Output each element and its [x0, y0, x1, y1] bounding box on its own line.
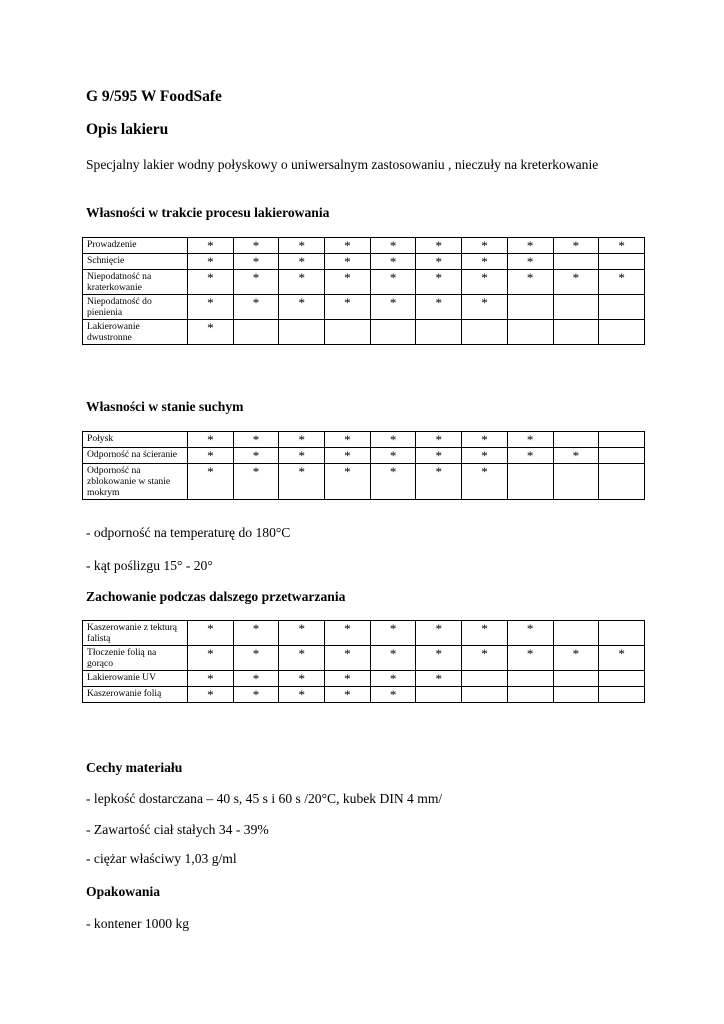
- rating-empty-cell: [416, 320, 462, 345]
- table-row: [83, 621, 645, 646]
- property-label: Kaszerowanie z tekturą falistą: [83, 621, 188, 646]
- rating-empty-cell: [599, 295, 645, 320]
- rating-star: *: [233, 448, 279, 464]
- rating-star: *: [188, 646, 234, 671]
- material-features-heading: Cechy materiału: [86, 760, 183, 775]
- rating-empty-cell: [370, 320, 416, 345]
- rating-star: *: [507, 238, 553, 254]
- property-label: Tłoczenie folią na gorąco: [83, 646, 188, 671]
- rating-star: *: [416, 671, 462, 687]
- rating-star: *: [325, 432, 371, 448]
- rating-empty-cell: [279, 320, 325, 345]
- rating-star: *: [462, 432, 508, 448]
- dry-properties-table: [82, 431, 645, 500]
- rating-star: *: [188, 238, 234, 254]
- rating-empty-cell: [553, 432, 599, 448]
- rating-star: *: [462, 646, 508, 671]
- property-label: Lakierowanie UV: [83, 671, 188, 687]
- rating-star: *: [279, 646, 325, 671]
- rating-empty-cell: [599, 432, 645, 448]
- rating-star: *: [416, 270, 462, 295]
- rating-star: *: [279, 254, 325, 270]
- property-label: Odporność na zblokowanie w stanie mokrym: [83, 464, 188, 500]
- rating-empty-cell: [599, 671, 645, 687]
- description-heading: Opis lakieru: [86, 121, 169, 138]
- rating-star: *: [416, 254, 462, 270]
- rating-star: *: [507, 432, 553, 448]
- rating-star: *: [507, 254, 553, 270]
- rating-star: *: [370, 254, 416, 270]
- rating-empty-cell: [599, 448, 645, 464]
- rating-empty-cell: [599, 254, 645, 270]
- rating-star: *: [188, 621, 234, 646]
- specific-weight-note: - ciężar właściwy 1,03 g/ml: [86, 851, 237, 866]
- rating-star: *: [370, 687, 416, 703]
- rating-star: *: [599, 238, 645, 254]
- rating-star: *: [370, 621, 416, 646]
- table-row: [83, 320, 645, 345]
- rating-star: *: [233, 432, 279, 448]
- rating-star: *: [188, 295, 234, 320]
- rating-empty-cell: [233, 320, 279, 345]
- rating-star: *: [279, 464, 325, 500]
- rating-star: *: [233, 687, 279, 703]
- rating-empty-cell: [553, 295, 599, 320]
- table-row: [83, 671, 645, 687]
- rating-star: *: [233, 270, 279, 295]
- rating-empty-cell: [599, 320, 645, 345]
- rating-empty-cell: [553, 320, 599, 345]
- rating-star: *: [325, 254, 371, 270]
- rating-star: *: [462, 295, 508, 320]
- rating-star: *: [233, 254, 279, 270]
- rating-star: *: [416, 621, 462, 646]
- rating-star: *: [416, 295, 462, 320]
- rating-empty-cell: [553, 687, 599, 703]
- rating-star: *: [416, 646, 462, 671]
- rating-star: *: [416, 238, 462, 254]
- dry-properties-heading: Własności w stanie suchym: [86, 399, 244, 414]
- rating-star: *: [325, 621, 371, 646]
- rating-star: *: [462, 254, 508, 270]
- rating-star: *: [233, 464, 279, 500]
- rating-star: *: [233, 295, 279, 320]
- rating-star: *: [462, 448, 508, 464]
- rating-empty-cell: [553, 621, 599, 646]
- container-note: - kontener 1000 kg: [86, 916, 190, 931]
- rating-star: *: [370, 464, 416, 500]
- rating-star: *: [370, 295, 416, 320]
- rating-star: *: [462, 270, 508, 295]
- property-label: Prowadzenie: [83, 238, 188, 254]
- temperature-resistance-note: - odporność na temperaturę do 180°C: [86, 525, 291, 540]
- rating-star: *: [416, 448, 462, 464]
- rating-star: *: [507, 448, 553, 464]
- rating-star: *: [370, 432, 416, 448]
- rating-empty-cell: [599, 687, 645, 703]
- slip-angle-note: - kąt poślizgu 15° - 20°: [86, 558, 213, 573]
- solids-content-note: - Zawartość ciał stałych 34 - 39%: [86, 822, 269, 837]
- rating-star: *: [188, 270, 234, 295]
- viscosity-note: - lepkość dostarczana – 40 s, 45 s i 60 s /20°C, kubek DIN 4 mm/: [86, 791, 443, 806]
- rating-star: *: [553, 646, 599, 671]
- rating-star: *: [416, 464, 462, 500]
- rating-star: *: [553, 448, 599, 464]
- table-row: [83, 646, 645, 671]
- rating-star: *: [279, 621, 325, 646]
- rating-star: *: [599, 270, 645, 295]
- rating-empty-cell: [507, 464, 553, 500]
- rating-star: *: [325, 671, 371, 687]
- rating-star: *: [279, 295, 325, 320]
- property-label: Kaszerowanie folią: [83, 687, 188, 703]
- table-row: [83, 432, 645, 448]
- rating-empty-cell: [507, 687, 553, 703]
- rating-star: *: [233, 646, 279, 671]
- rating-star: *: [507, 646, 553, 671]
- table-row: [83, 238, 645, 254]
- rating-star: *: [553, 270, 599, 295]
- rating-empty-cell: [325, 320, 371, 345]
- table-row: [83, 270, 645, 295]
- rating-star: *: [507, 621, 553, 646]
- rating-star: *: [233, 671, 279, 687]
- rating-star: *: [370, 238, 416, 254]
- table-row: [83, 448, 645, 464]
- rating-star: *: [279, 270, 325, 295]
- rating-star: *: [188, 320, 234, 345]
- rating-star: *: [462, 464, 508, 500]
- rating-star: *: [507, 270, 553, 295]
- rating-empty-cell: [553, 254, 599, 270]
- rating-star: *: [416, 432, 462, 448]
- rating-empty-cell: [553, 464, 599, 500]
- packaging-heading: Opakowania: [86, 884, 161, 899]
- rating-empty-cell: [507, 295, 553, 320]
- rating-star: *: [370, 448, 416, 464]
- rating-empty-cell: [416, 687, 462, 703]
- processing-behavior-table: [82, 620, 645, 703]
- property-label: Odporność na ścieranie: [83, 448, 188, 464]
- property-label: Połysk: [83, 432, 188, 448]
- rating-star: *: [553, 238, 599, 254]
- rating-star: *: [188, 464, 234, 500]
- rating-star: *: [370, 646, 416, 671]
- processing-behavior-heading: Zachowanie podczas dalszego przetwarzania: [86, 589, 346, 604]
- table-row: [83, 464, 645, 500]
- rating-empty-cell: [507, 671, 553, 687]
- rating-empty-cell: [599, 464, 645, 500]
- rating-star: *: [462, 238, 508, 254]
- rating-star: *: [188, 687, 234, 703]
- property-label: Niepodatność na kraterkowanie: [83, 270, 188, 295]
- rating-star: *: [233, 238, 279, 254]
- process-properties-heading: Własności w trakcie procesu lakierowania: [86, 205, 330, 220]
- property-label: Lakierowanie dwustronne: [83, 320, 188, 345]
- rating-star: *: [325, 464, 371, 500]
- description-text: Specjalny lakier wodny połyskowy o uniwersalnym zastosowaniu , nieczuły na kreterkowanie: [86, 157, 599, 172]
- rating-empty-cell: [462, 671, 508, 687]
- table-row: [83, 254, 645, 270]
- rating-star: *: [325, 646, 371, 671]
- rating-star: *: [462, 621, 508, 646]
- rating-star: *: [188, 254, 234, 270]
- rating-star: *: [325, 448, 371, 464]
- rating-empty-cell: [462, 687, 508, 703]
- rating-star: *: [279, 687, 325, 703]
- rating-empty-cell: [553, 671, 599, 687]
- rating-star: *: [188, 671, 234, 687]
- rating-star: *: [279, 432, 325, 448]
- rating-star: *: [599, 646, 645, 671]
- rating-star: *: [325, 295, 371, 320]
- product-title: G 9/595 W FoodSafe: [86, 88, 222, 105]
- rating-star: *: [279, 238, 325, 254]
- rating-star: *: [325, 270, 371, 295]
- rating-star: *: [370, 671, 416, 687]
- rating-star: *: [325, 238, 371, 254]
- rating-star: *: [233, 621, 279, 646]
- rating-star: *: [325, 687, 371, 703]
- rating-empty-cell: [507, 320, 553, 345]
- rating-empty-cell: [599, 621, 645, 646]
- table-row: [83, 687, 645, 703]
- rating-star: *: [370, 270, 416, 295]
- process-properties-table: [82, 237, 645, 345]
- table-row: [83, 295, 645, 320]
- rating-star: *: [188, 448, 234, 464]
- rating-star: *: [279, 671, 325, 687]
- rating-star: *: [279, 448, 325, 464]
- property-label: Niepodatność do pienienia: [83, 295, 188, 320]
- property-label: Schnięcie: [83, 254, 188, 270]
- rating-star: *: [188, 432, 234, 448]
- rating-empty-cell: [462, 320, 508, 345]
